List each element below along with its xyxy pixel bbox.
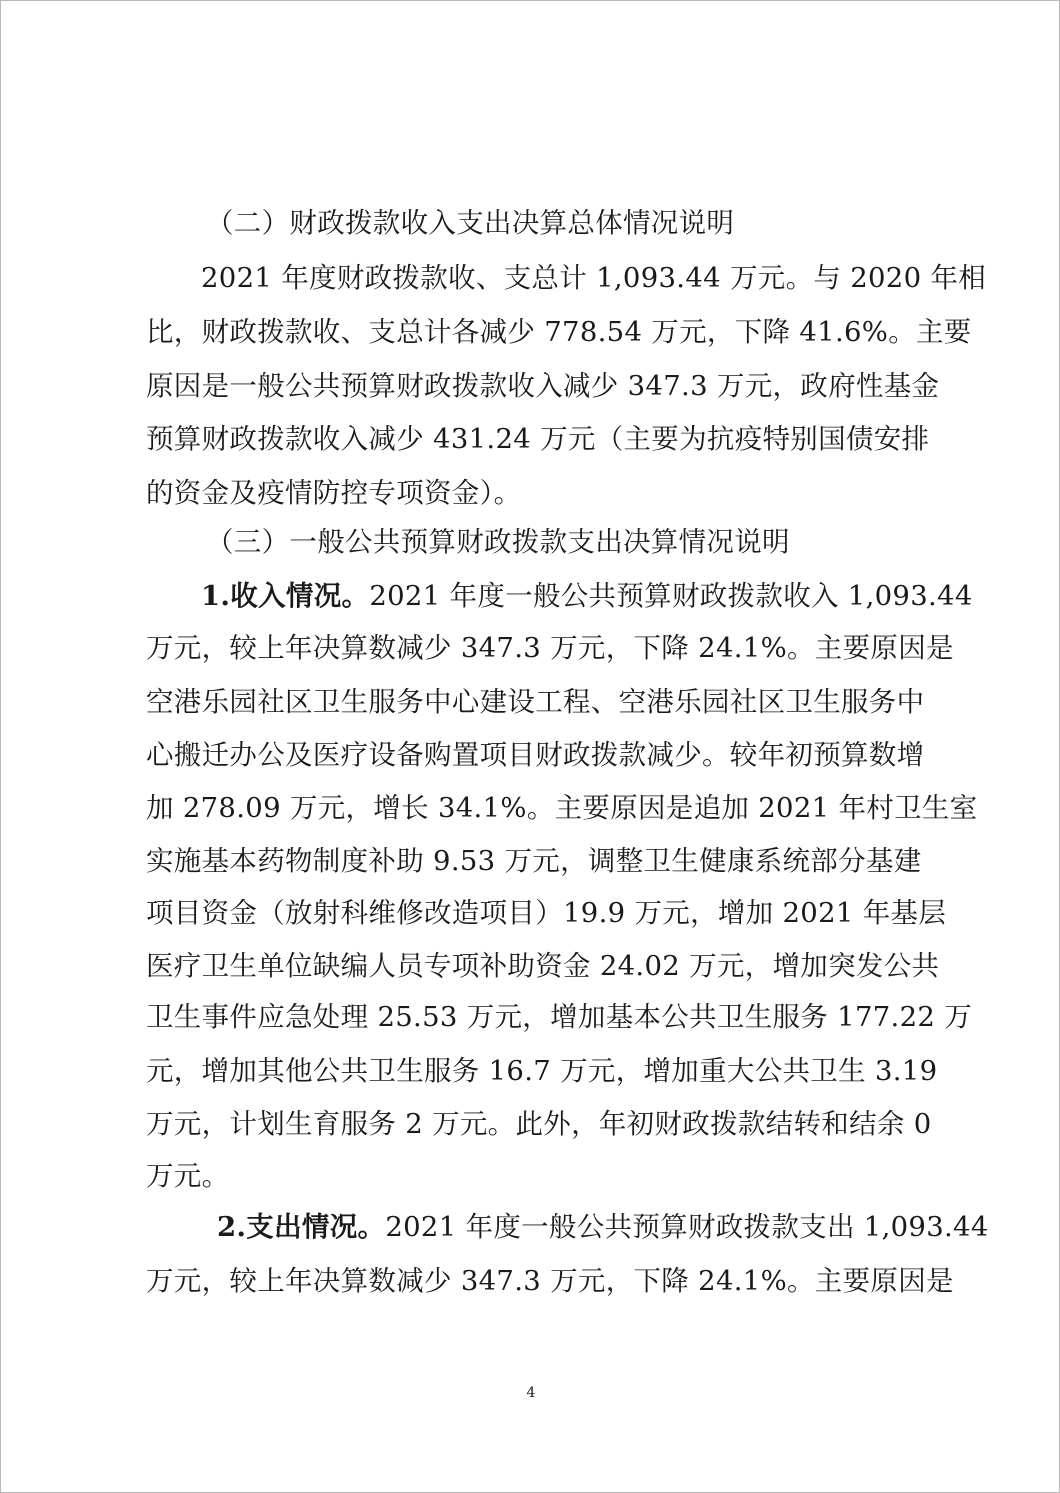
paragraph-line: 万元，较上年决算数减少 347.3 万元，下降 24.1%。主要原因是	[146, 1265, 954, 1297]
paragraph-line: 实施基本药物制度补助 9.53 万元，调整卫生健康系统部分基建	[146, 845, 922, 877]
section-heading-3: （三）一般公共预算财政拨款支出决算情况说明	[206, 526, 790, 558]
paragraph-line: 心搬迁办公及医疗设备购置项目财政拨款减少。较年初预算数增	[146, 739, 925, 771]
item-2-label: 2.支出情况。	[217, 1211, 386, 1243]
paragraph-line: 预算财政拨款收入减少 431.24 万元（主要为抗疫特别国债安排	[146, 423, 930, 455]
paragraph-line: 万元。	[146, 1160, 230, 1192]
paragraph-line: 医疗卫生单位缺编人员专项补助资金 24.02 万元，增加突发公共	[146, 950, 940, 982]
paragraph-line: 元，增加其他公共卫生服务 16.7 万元，增加重大公共卫生 3.19	[146, 1055, 938, 1087]
section-heading-2: （二）财政拨款收入支出决算总体情况说明	[206, 207, 735, 239]
paragraph-line: 项目资金（放射科维修改造项目）19.9 万元，增加 2021 年基层	[146, 897, 947, 929]
paragraph-line	[201, 576, 973, 616]
paragraph-line: 比，财政拨款收、支总计各减少 778.54 万元，下降 41.6%。主要	[146, 316, 972, 348]
paragraph-line: 万元，计划生育服务 2 万元。此外，年初财政拨款结转和结余 0	[146, 1108, 932, 1140]
paragraph-line	[217, 1207, 989, 1247]
paragraph-line: 2021 年度财政拨款收、支总计 1,093.44 万元。与 2020 年相	[201, 262, 987, 294]
paragraph-line: 空港乐园社区卫生服务中心建设工程、空港乐园社区卫生服务中	[146, 686, 925, 718]
page-number: 4	[526, 1385, 536, 1401]
paragraph-line: 卫生事件应急处理 25.53 万元，增加基本公共卫生服务 177.22 万	[146, 1001, 973, 1033]
item-1-first-text: 2021 年度一般公共预算财政拨款收入 1,093.44	[369, 580, 973, 612]
paragraph-line: 的资金及疫情防控专项资金）。	[146, 477, 522, 509]
paragraph-line: 原因是一般公共预算财政拨款收入减少 347.3 万元，政府性基金	[146, 370, 940, 402]
item-1-label: 1.收入情况。	[201, 580, 370, 612]
paragraph-line: 加 278.09 万元，增长 34.1%。主要原因是追加 2021 年村卫生室	[146, 792, 978, 824]
item-2-first-text: 2021 年度一般公共预算财政拨款支出 1,093.44	[385, 1211, 989, 1243]
paragraph-line: 万元，较上年决算数减少 347.3 万元，下降 24.1%。主要原因是	[146, 632, 954, 664]
